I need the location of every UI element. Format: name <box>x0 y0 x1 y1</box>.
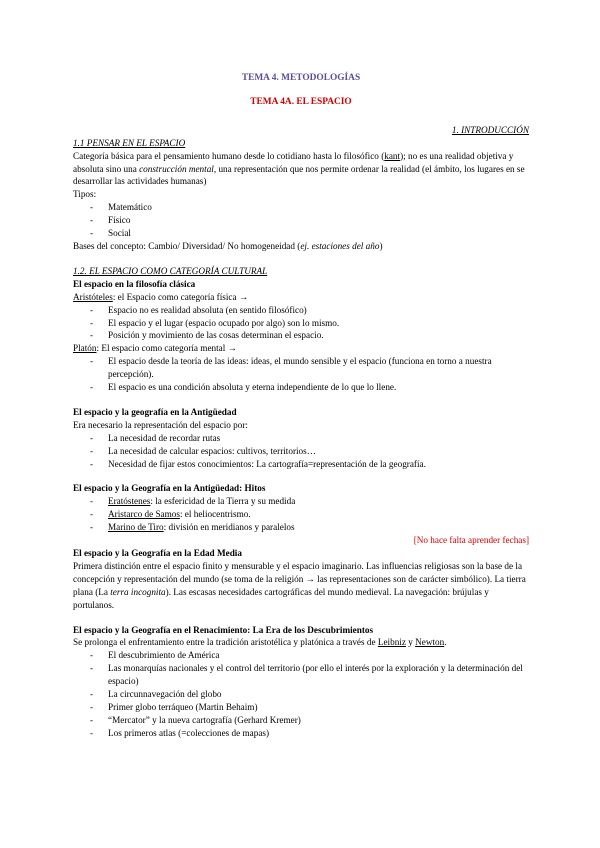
list-item: - El espacio y el lugar (espacio ocupado por algo) son lo mismo. <box>73 317 529 330</box>
subtitle: TEMA 4A. EL ESPACIO <box>250 96 352 107</box>
list-item: - “Mercator” y la nueva cartografía (Gerhard Kremer) <box>73 714 529 727</box>
antiguedad-list <box>73 432 529 471</box>
note-fechas: [No hace falta aprender fechas] <box>413 535 529 546</box>
list-item: - El espacio es una condición absoluta y eterna independiente de lo que lo llene. <box>73 381 529 394</box>
list-item: - Físico <box>73 214 529 227</box>
list-item: - Social <box>73 227 529 240</box>
renacimiento-list <box>73 649 529 739</box>
list-item: - El espacio desde la teoría de las ideas: ideas, el mundo sensible y el espacio (funciona en torno a nuestra percepción). <box>73 355 529 381</box>
list-item: - Aristarco de Samos: el heliocentrismo. <box>73 508 529 521</box>
list-item: - El descubrimiento de América <box>73 649 529 662</box>
paragraph-pensar: Categoría básica para el pensamiento humano desde lo cotidiano hasta lo filosófico (kant); no es una realidad objetiva y absoluta sino una construcción mental, una representación que nos permite ordenar la realidad (el ámbito, los lugares en se desarrollar las actividades humanas) <box>73 150 525 187</box>
list-item: - Espacio no es realidad absoluta (en sentido filosófico) <box>73 304 529 317</box>
list-item: - La circunnavegación del globo <box>73 688 529 701</box>
intro-heading: 1. INTRODUCCIÓN <box>451 124 529 135</box>
document-page <box>73 64 529 740</box>
list-item: - Los primeros atlas (=colecciones de mapas) <box>73 727 529 740</box>
tipos-label: Tipos: <box>73 189 97 200</box>
filosofia-title: El espacio en la filosofía clásica <box>73 278 196 289</box>
aristoteles-line: Aristóteles: el Espacio como categoría física → <box>73 291 249 302</box>
list-item: - Matemático <box>73 201 529 214</box>
antiguedad-intro: Era necesario la representación del espacio por: <box>73 419 248 430</box>
list-item: - La necesidad de calcular espacios: cultivos, territorios… <box>73 445 529 458</box>
platon-line: Platón: El espacio como categoría mental → <box>73 343 237 354</box>
edad-media-title: El espacio y la Geografía en la Edad Media <box>73 548 242 558</box>
renacimiento-intro: Se prolonga el enfrentamiento entre la tradición aristotélica y platónica a través de Leibniz y Newton. <box>73 637 447 648</box>
aristoteles-list <box>73 304 529 343</box>
list-item: - Necesidad de fijar estos conocimientos: La cartografía=representación de la geografía. <box>73 458 529 471</box>
bases-line: Bases del concepto: Cambio/ Diversidad/ No homogeneidad (ej. estaciones del año) <box>73 240 383 251</box>
hitos-list <box>73 495 529 534</box>
list-item: - Las monarquías nacionales y el control del territorio (por ello el interés por la exploración y la determinación del espacio) <box>73 662 529 688</box>
hitos-title: El espacio y la Geografía en la Antigüedad: Hitos <box>73 483 266 494</box>
section-heading-1-2: 1.2. EL ESPACIO COMO CATEGORÍA CULTURAL <box>73 265 268 276</box>
edad-media-paragraph: Primera distinción entre el espacio finito y mensurable y el espacio imaginario. Las influencias religiosas son la base de la concepción y representación del mundo (se toma de la religión → las representaciones son de carácter simbólico). La tierra plana (La terra incognita). Las escasas necesidades cartográficas del mundo medieval. La navegación: brújulas y portulanos. <box>73 560 526 610</box>
tipos-list <box>73 201 529 240</box>
section-heading-1-1: 1.1 PENSAR EN EL ESPACIO <box>73 137 186 148</box>
list-item: - Eratóstenes: la esfericidad de la Tierra y su medida <box>73 495 529 508</box>
antiguedad-title: El espacio y la geografía en la Antigüedad <box>73 406 237 417</box>
renacimiento-title: El espacio y la Geografía en el Renacimiento: La Era de los Descubrimientos <box>73 624 374 635</box>
platon-list <box>73 355 529 394</box>
list-item: - La necesidad de recordar rutas <box>73 432 529 445</box>
list-item: - Posición y movimiento de las cosas determinan el espacio. <box>73 329 529 342</box>
list-item: - Primer globo terráqueo (Martin Behaim) <box>73 701 529 714</box>
list-item: - Marino de Tiro: división en meridianos y paralelos <box>73 521 529 534</box>
main-title: TEMA 4. METODOLOGÍAS <box>241 73 361 83</box>
